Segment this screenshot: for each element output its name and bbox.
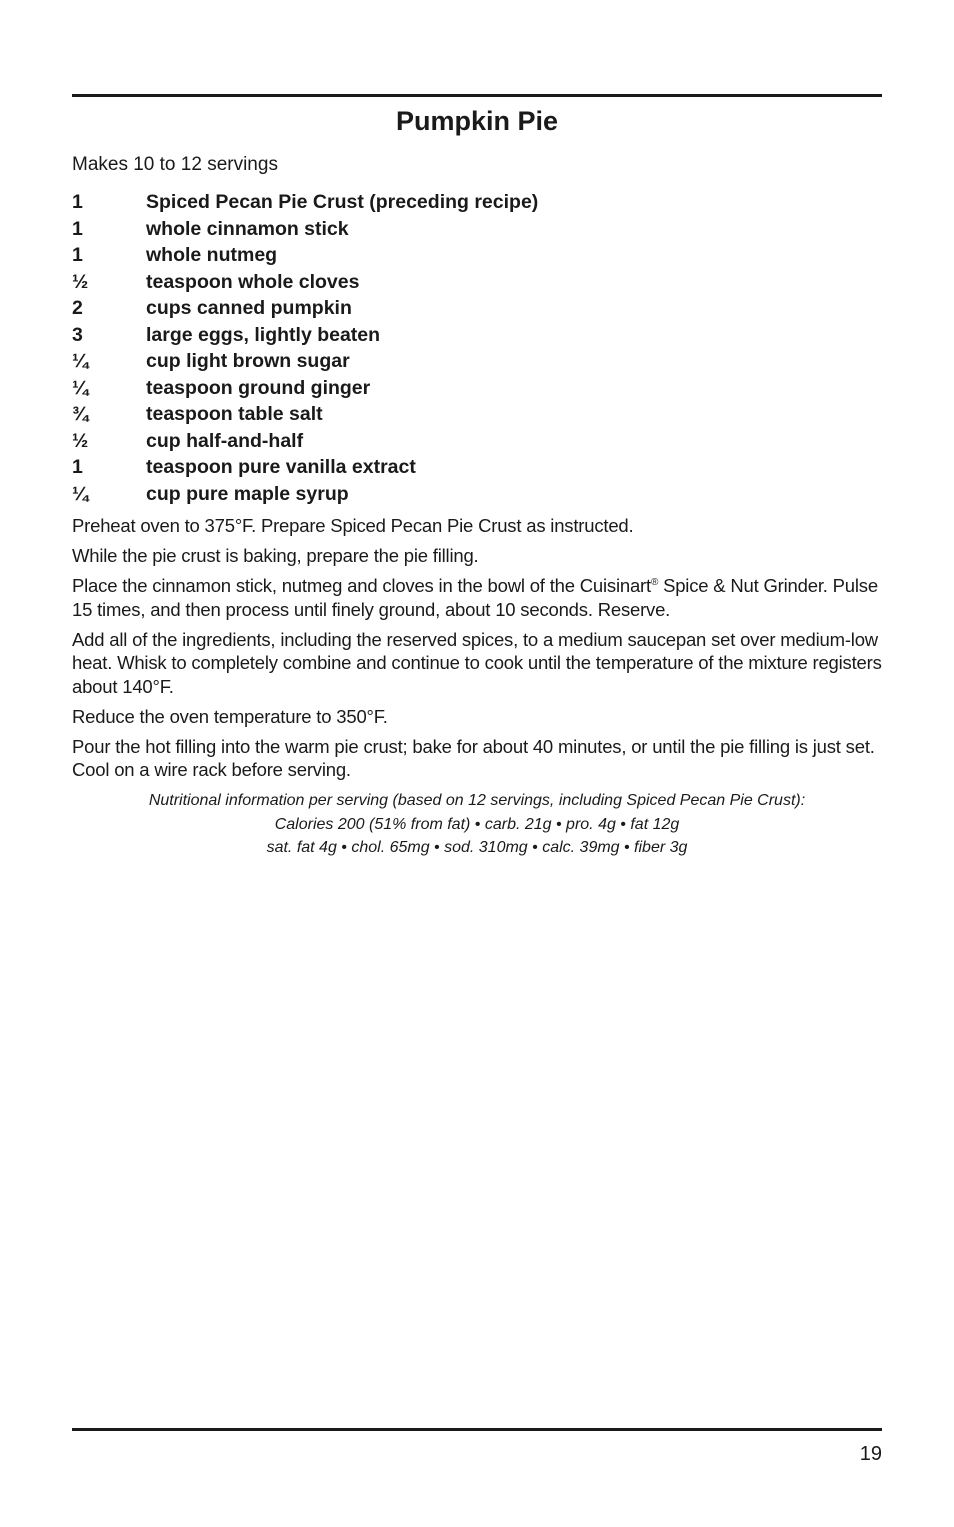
instruction-step: While the pie crust is baking, prepare the pie filling. — [72, 545, 479, 566]
nutrition-line: Calories 200 (51% from fat) • carb. 21g • pro. 4g • fat 12g — [274, 815, 680, 833]
nutrition-line: sat. fat 4g • chol. 65mg • sod. 310mg • calc. 39mg • fiber 3g — [266, 839, 688, 856]
instruction-step: Pour the hot filling into the warm pie crust; bake for about 40 minutes, or until the pie filling is just set. Cool on a wire rack before serving. — [72, 735, 875, 780]
ingredient-list — [72, 189, 882, 507]
ingredient-quantity: ¼ — [72, 376, 89, 399]
ingredient-name: teaspoon ground ginger — [146, 376, 371, 399]
ingredient-name: teaspoon table salt — [146, 403, 323, 425]
ingredient-item — [72, 481, 882, 508]
ingredient-item — [72, 401, 882, 428]
ingredient-name: cup pure maple syrup — [146, 482, 349, 505]
ingredient-item — [72, 322, 882, 349]
ingredient-item — [72, 269, 882, 296]
recipe-title: Pumpkin Pie — [395, 106, 559, 136]
ingredient-name: teaspoon pure vanilla extract — [146, 456, 416, 478]
ingredient-name: teaspoon whole cloves — [146, 270, 360, 293]
ingredient-item — [72, 348, 882, 375]
ingredient-name: cup half-and-half — [146, 429, 304, 452]
registered-mark: ® — [650, 576, 659, 588]
ingredient-name: cups canned pumpkin — [146, 297, 352, 319]
ingredient-name: Spiced Pecan Pie Crust (preceding recipe) — [146, 191, 539, 213]
ingredient-quantity: ½ — [72, 429, 89, 452]
ingredient-item — [72, 375, 882, 402]
nutrition-info — [72, 789, 882, 860]
ingredient-quantity: ½ — [72, 270, 89, 293]
ingredient-item — [72, 428, 882, 455]
ingredient-name: whole cinnamon stick — [146, 217, 349, 240]
ingredient-name: whole nutmeg — [146, 244, 278, 266]
page-number: 19 — [859, 1443, 882, 1465]
ingredient-item — [72, 454, 882, 481]
ingredient-item — [72, 189, 882, 216]
instruction-step: Reduce the oven temperature to 350°F. — [72, 705, 388, 727]
ingredient-quantity: ¼ — [72, 482, 89, 505]
ingredient-quantity: 2 — [72, 297, 83, 319]
ingredient-name: large eggs, lightly beaten — [146, 323, 381, 346]
instruction-step — [72, 574, 882, 621]
instructions — [72, 514, 882, 788]
ingredient-quantity: 1 — [72, 244, 83, 266]
ingredient-quantity: ¼ — [72, 350, 89, 372]
ingredient-quantity: 1 — [72, 456, 83, 478]
ingredient-quantity: 1 — [72, 191, 83, 213]
instruction-step: Add all of the ingredients, including the reserved spices, to a medium saucepan set over medium-low heat. Whisk to completely combine and continue to cook until the temperature of the mixture registers about 140°F. — [72, 628, 882, 697]
ingredient-quantity: ¾ — [72, 403, 89, 425]
instruction-step: Preheat oven to 375°F. Prepare Spiced Pecan Pie Crust as instructed. — [72, 515, 634, 536]
ingredient-name: cup light brown sugar — [146, 350, 350, 372]
top-rule — [72, 94, 882, 97]
ingredient-item — [72, 295, 882, 322]
instruction-text: Spice & Nut Grinder. Pulse 15 times, and then process until finely ground, about 10 seconds. Reserve. — [72, 575, 878, 620]
nutrition-heading: Nutritional information per serving (based on 12 servings, including Spiced Pecan Pie Crust): — [148, 792, 806, 809]
ingredient-item — [72, 216, 882, 243]
ingredient-quantity: 3 — [72, 323, 83, 346]
recipe-yield: Makes 10 to 12 servings — [72, 154, 278, 175]
recipe-page — [72, 0, 882, 1527]
ingredient-quantity: 1 — [72, 217, 83, 240]
bottom-rule — [72, 1428, 882, 1431]
instruction-text: Place the cinnamon stick, nutmeg and cloves in the bowl of the Cuisinart — [72, 575, 651, 596]
ingredient-item — [72, 242, 882, 269]
